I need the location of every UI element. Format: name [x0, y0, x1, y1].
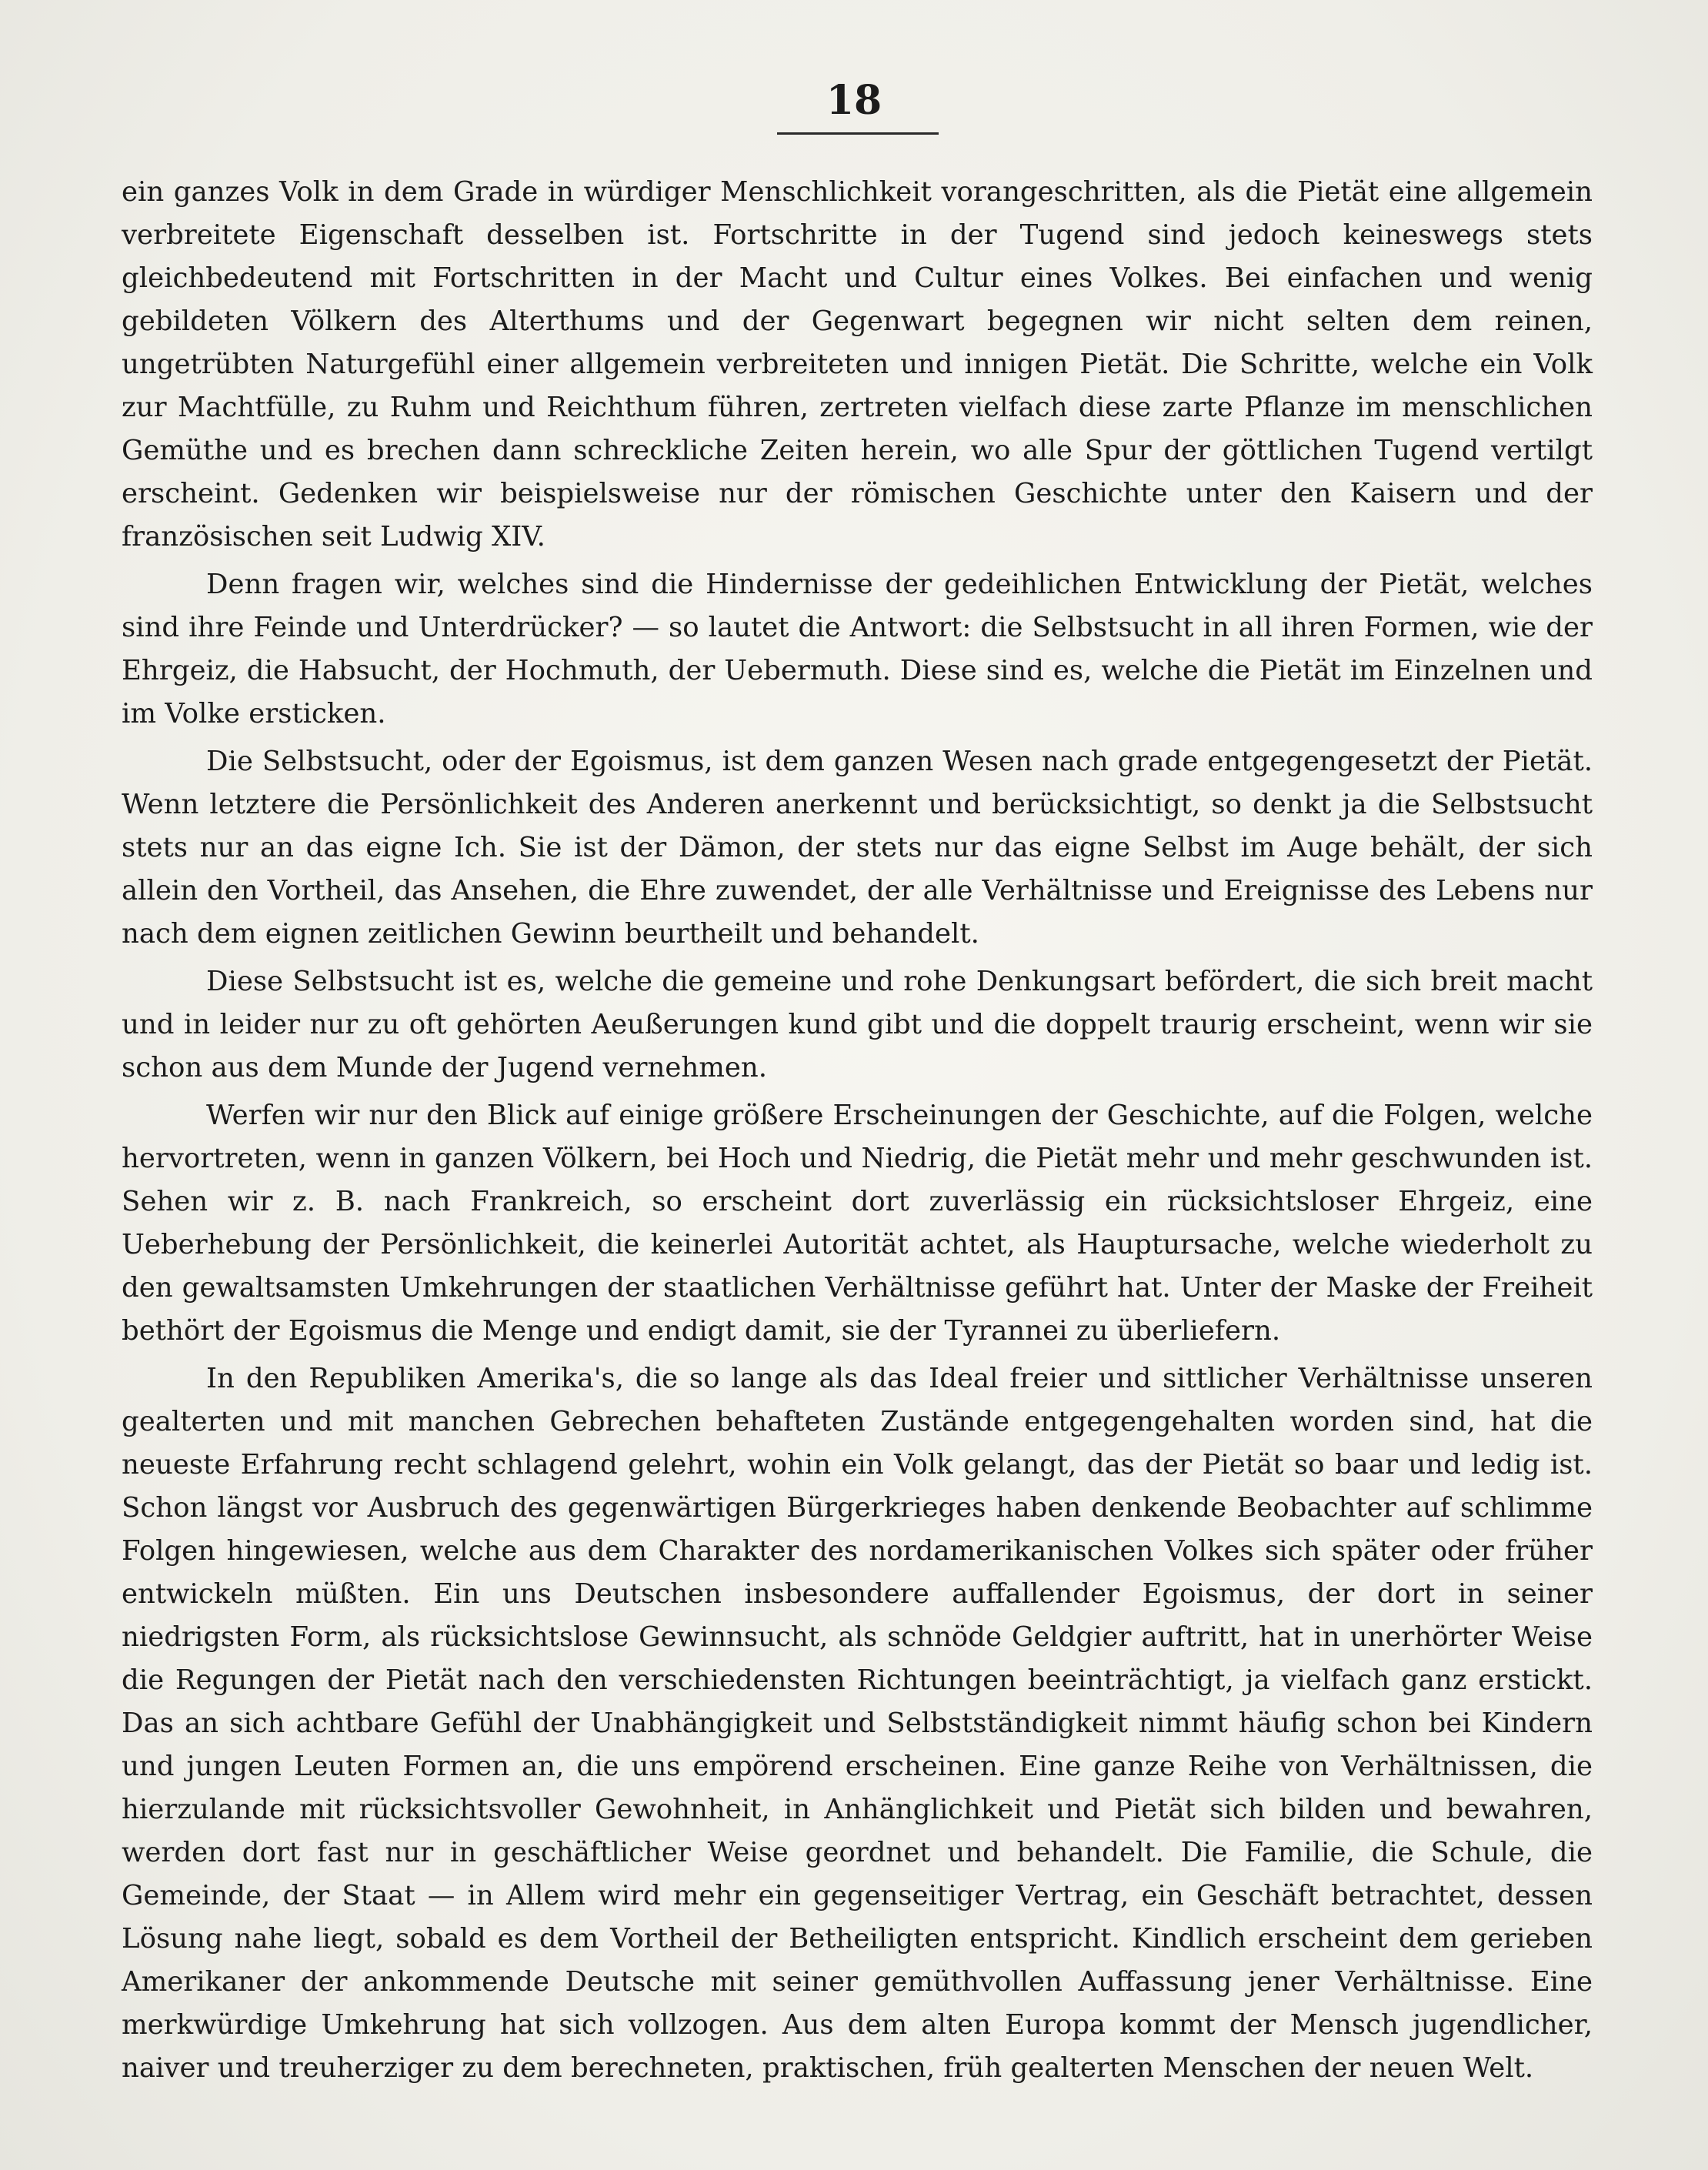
paragraph: Werfen wir nur den Blick auf einige größere Erscheinungen der Geschichte, auf die Folgen, welche hervortreten, wenn in ganzen Völkern, bei Hoch und Niedrig, die Pietät mehr und mehr geschwunden ist. Sehen wir z. B. nach Frankreich, so erscheint dort zuverlässig ein rücksichtsloser Ehrgeiz, eine Ueberhebung der Persönlichkeit, die keinerlei Autorität achtet, als Hauptursache, welche wiederholt zu den gewaltsamsten Umkehrungen der staatlichen Verhältnisse geführt hat. Unter der Maske der Freiheit bethört der Egoismus die Menge und endigt damit, sie der Tyrannei zu überliefern. [122, 1100, 1593, 1347]
paragraph: Denn fragen wir, welches sind die Hindernisse der gedeihlichen Entwicklung der Pietät, welches sind ihre Feinde und Unterdrücker? — so lautet die Antwort: die Selbstsucht in all ihren Formen, wie der Ehrgeiz, die Habsucht, der Hochmuth, der Uebermuth. Diese sind es, welche die Pietät im Einzelnen und im Volke ersticken. [122, 569, 1593, 729]
body-text [122, 171, 1593, 2095]
paragraph: ein ganzes Volk in dem Grade in würdiger Menschlichkeit vorangeschritten, als die Pietät eine allgemein verbreitete Eigenschaft desselben ist. Fortschritte in der Tugend sind jedoch keineswegs stets gleichbedeutend mit Fortschritten in der Macht und Cultur eines Volkes. Bei einfachen und wenig gebildeten Völkern des Alterthums und der Gegenwart begegnen wir nicht selten dem reinen, ungetrübten Naturgefühl einer allgemein verbreiteten und innigen Pietät. Die Schritte, welche ein Volk zur Machtfülle, zu Ruhm und Reichthum führen, zertreten vielfach diese zarte Pflanze im menschlichen Gemüthe und es brechen dann schreckliche Zeiten herein, wo alle Spur der göttlichen Tugend vertilgt erscheint. Gedenken wir beispielsweise nur der römischen Geschichte unter den Kaisern und der französischen seit Ludwig XIV. [122, 176, 1593, 553]
paragraph: Diese Selbstsucht ist es, welche die gemeine und rohe Denkungsart befördert, die sich breit macht und in leider nur zu oft gehörten Aeußerungen kund gibt und die doppelt traurig erscheint, wenn wir sie schon aus dem Munde der Jugend vernehmen. [122, 966, 1593, 1083]
header-rule [777, 132, 939, 135]
paragraph: Die Selbstsucht, oder der Egoismus, ist dem ganzen Wesen nach grade entgegengesetzt der Pietät. Wenn letztere die Persönlichkeit des Anderen anerkennt und berücksichtigt, so denkt ja die Selbstsucht stets nur an das eigne Ich. Sie ist der Dämon, der stets nur das eigne Selbst im Auge behält, der sich allein den Vortheil, das Ansehen, die Ehre zuwendet, der alle Verhältnisse und Ereignisse des Lebens nur nach dem eignen zeitlichen Gewinn beurtheilt und behandelt. [122, 746, 1593, 950]
paragraph: In den Republiken Amerika's, die so lange als das Ideal freier und sittlicher Verhältnisse unseren gealterten und mit manchen Gebrechen behafteten Zustände entgegengehalten worden sind, hat die neueste Erfahrung recht schlagend gelehrt, wohin ein Volk gelangt, das der Pietät so baar und ledig ist. Schon längst vor Ausbruch des gegenwärtigen Bürgerkrieges haben denkende Beobachter auf schlimme Folgen hingewiesen, welche aus dem Charakter des nordamerikanischen Volkes sich später oder früher entwickeln müßten. Ein uns Deutschen insbesondere auffallender Egoismus, der dort in seiner niedrigsten Form, als rücksichtslose Gewinnsucht, als schnöde Geldgier auftritt, hat in unerhörter Weise die Regungen der Pietät nach den verschiedensten Richtungen beeinträchtigt, ja vielfach ganz erstickt. Das an sich achtbare Gefühl der Unabhängigkeit und Selbstständigkeit nimmt häufig schon bei Kindern und jungen Leuten Formen an, die uns empörend erscheinen. Eine ganze Reihe von Verhältnissen, die hierzulande mit rücksichtsvoller Gewohnheit, in Anhänglichkeit und Pietät sich bilden und bewahren, werden dort fast nur in geschäftlicher Weise geordnet und behandelt. Die Familie, die Schule, die Gemeinde, der Staat — in Allem wird mehr ein gegenseitiger Vertrag, ein Geschäft betrachtet, dessen Lösung nahe liegt, sobald es dem Vortheil der Betheiligten entspricht. Kindlich erscheint dem gerieben Amerikaner der ankommende Deutsche mit seiner gemüthvollen Auffassung jener Verhältnisse. Eine merkwürdige Umkehrung hat sich vollzogen. Aus dem alten Europa kommt der Mensch jugendlicher, naiver und treuherziger zu dem berechneten, praktischen, früh gealterten Menschen der neuen Welt. [122, 1363, 1593, 2084]
page-number: 18 [826, 77, 882, 124]
